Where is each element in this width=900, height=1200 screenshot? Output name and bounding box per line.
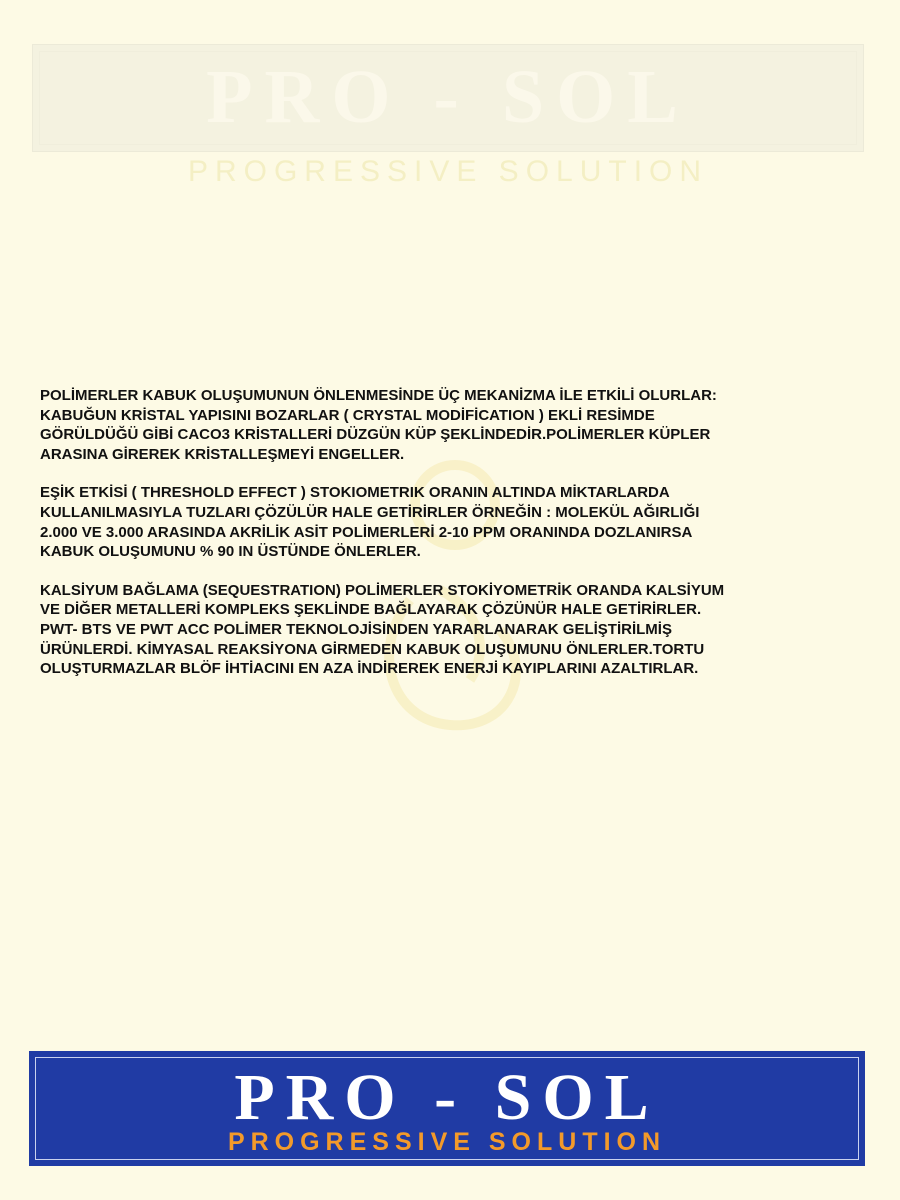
footer-brand-logo: PRO - SOL <box>234 1061 660 1134</box>
paragraph-sequestration: KALSİYUM BAĞLAMA (SEQUESTRATION) POLİMERLER STOKİYOMETRİK ORANDA KALSİYUM VE DİĞER METALLERİ KOMPLEKS ŞEKLİNDE BAĞLAYARAK ÇÖZÜNÜR HALE GETİRİRLER. PWT- BTS VE PWT ACC POLİMER TEKNOLOJİSİNDEN YARARLANARAK GELİŞTİRİLMİŞ ÜRÜNLERDİ. KİMYASAL REAKSİYONA GİRMEDEN KABUK OLUŞUMUNU ÖNLERLER.TORTU OLUŞTURMAZLAR BLÖF İHTİACINI EN AZA İNDİREREK ENERJİ KAYIPLARINI AZALTIRLAR. <box>40 581 725 678</box>
header-tagline: PROGRESSIVE SOLUTION <box>187 155 709 188</box>
footer-banner <box>29 1051 865 1166</box>
body-text <box>40 386 860 698</box>
paragraph-mechanisms: POLİMERLER KABUK OLUŞUMUNUN ÖNLENMESİNDE ÜÇ MEKANİZMA İLE ETKİLİ OLURLAR: KABUĞUN KRİSTAL YAPISINI BOZARLAR ( CRYSTAL MODİFİCATION ) EKLİ RESİMDE GÖRÜLDÜĞÜ GİBİ CACO3 KRİSTALLERİ DÜZGÜN KÜP ŞEKLİNDEDİR.POLİMERLER KÜPLER ARASINA GİREREK KRİSTALLEŞMEYİ ENGELLER. <box>40 387 717 463</box>
paragraph-threshold-effect: EŞİK ETKİSİ ( THRESHOLD EFFECT ) STOKIOMETRIK ORANIN ALTINDA MİKTARLARDA KULLANILMASIYLA TUZLARI ÇÖZÜLÜR HALE GETİRİRLER ÖRNEĞİN : MOLEKÜL AĞIRLIĞI 2.000 VE 3.000 ARASINDA AKRİLİK ASİT POLİMERLERİ 2-10 PPM ORANINDA DOZLANIRSA KABUK OLUŞUMUNU % 90 IN ÜSTÜNDE ÖNLERLER. <box>40 484 700 561</box>
header-banner <box>32 44 864 188</box>
footer-tagline: PROGRESSIVE SOLUTION <box>227 1128 667 1156</box>
header-brand-logo: PRO - SOL <box>206 55 690 139</box>
